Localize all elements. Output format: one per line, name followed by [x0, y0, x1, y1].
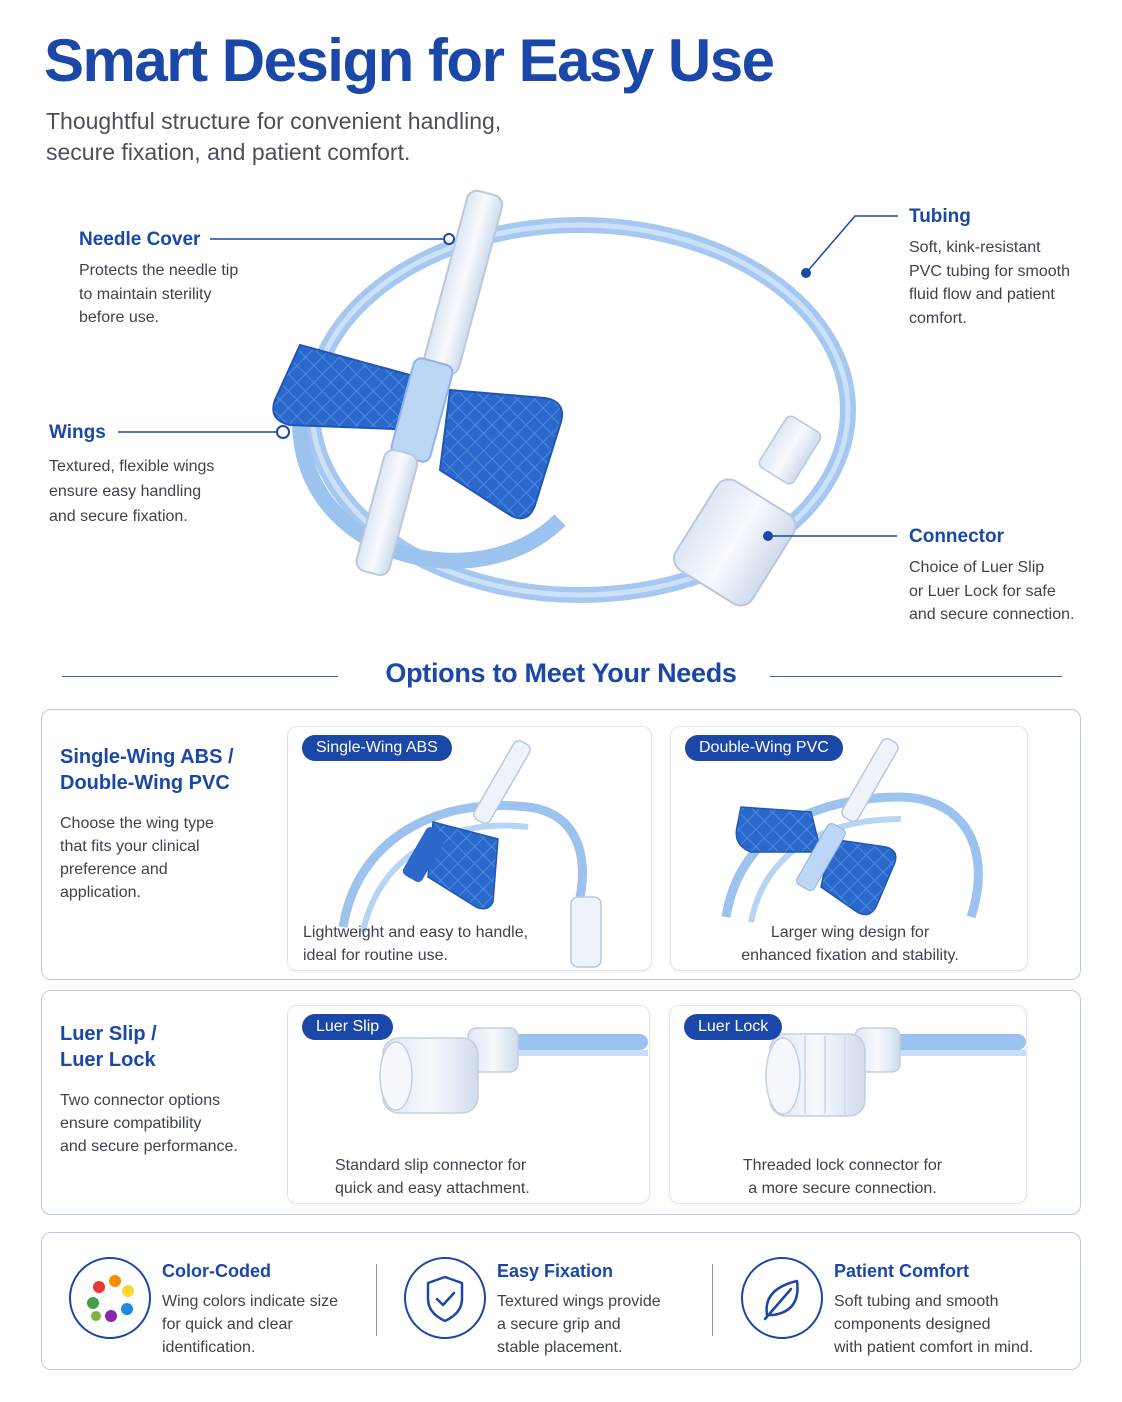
panel-desc-line: Two connector options: [60, 1092, 221, 1109]
caption-line: Threaded lock connector for: [742, 1157, 943, 1174]
feature-line: a secure grip and: [497, 1316, 621, 1333]
feature-line: with patient comfort in mind.: [834, 1339, 1034, 1356]
card-caption: [303, 921, 528, 967]
callout-line: and secure connection.: [909, 606, 1075, 623]
feature-title: Patient Comfort: [834, 1261, 969, 1281]
feature-line: for quick and clear: [162, 1316, 293, 1333]
feature-color-coded: [162, 1261, 362, 1359]
wing-options-panel: [41, 709, 1081, 980]
connector-options-panel: [41, 990, 1081, 1215]
callout-title: Connector: [909, 526, 1004, 547]
callout-line: Textured, flexible wings: [49, 458, 215, 475]
caption-line: quick and easy attachment.: [335, 1180, 530, 1197]
caption-line: ideal for routine use.: [303, 947, 448, 964]
callout-title: Tubing: [909, 206, 971, 227]
feature-patient-comfort: [834, 1261, 1064, 1359]
card-luer-slip: [287, 1005, 650, 1204]
callout-wings: [49, 422, 269, 529]
card-double-wing: [670, 726, 1028, 971]
card-caption: [671, 921, 1028, 967]
caption-line: enhanced fixation and stability.: [741, 947, 959, 964]
panel-desc-line: Choose the wing type: [60, 815, 214, 832]
feature-title: Color-Coded: [162, 1261, 271, 1281]
feature-line: Wing colors indicate size: [162, 1293, 339, 1310]
feature-line: stable placement.: [497, 1339, 623, 1356]
callout-line: Soft, kink-resistant: [909, 239, 1041, 256]
connector-panel-text: [60, 1021, 290, 1158]
callout-connector: [909, 526, 1109, 627]
subtitle-line: secure fixation, and patient comfort.: [46, 139, 411, 165]
callout-line: comfort.: [909, 309, 967, 327]
card-caption: [670, 1154, 1015, 1200]
callout-tubing: [909, 206, 1109, 330]
badge-luer-lock: Luer Lock: [684, 1014, 782, 1040]
feature-line: Textured wings provide: [497, 1293, 661, 1310]
feature-easy-fixation: [497, 1261, 697, 1359]
callout-line: Choice of Luer Slip: [909, 559, 1045, 576]
callout-line: or Luer Lock for safe: [909, 582, 1056, 600]
callout-line: Protects the needle tip: [79, 262, 239, 279]
callout-title: Needle Cover: [79, 229, 201, 250]
feature-divider: [712, 1264, 713, 1336]
page-subtitle: [46, 106, 606, 168]
caption-line: Larger wing design for: [770, 924, 930, 941]
color-dots-icon: [69, 1257, 151, 1339]
feature-divider: [376, 1264, 377, 1336]
feature-line: components designed: [834, 1316, 991, 1333]
card-caption: [335, 1154, 530, 1200]
panel-desc-line: ensure compatibility: [60, 1115, 202, 1132]
callout-line: and secure fixation.: [49, 508, 188, 525]
leaf-icon: [741, 1257, 823, 1339]
panel-desc-line: and secure performance.: [60, 1138, 238, 1155]
panel-desc-line: preference and: [60, 861, 168, 878]
badge-luer-slip: Luer Slip: [302, 1014, 393, 1040]
options-heading: Options to Meet Your Needs: [385, 658, 737, 688]
callout-line: PVC tubing for smooth: [909, 262, 1070, 280]
caption-line: Standard slip connector for: [335, 1157, 527, 1174]
panel-title: Single-Wing ABS /: [60, 746, 234, 768]
panel-desc-line: application.: [60, 884, 141, 901]
card-single-wing: [287, 726, 652, 971]
panel-title: Luer Lock: [60, 1049, 156, 1071]
heading-rule-right: [770, 676, 1062, 677]
feature-line: Soft tubing and smooth: [834, 1293, 999, 1310]
caption-line: Lightweight and easy to handle,: [303, 924, 529, 941]
feature-line: identification.: [162, 1339, 256, 1356]
callout-line: to maintain sterility: [79, 285, 212, 303]
callout-line: fluid flow and patient: [909, 286, 1055, 303]
callout-needle-cover: [79, 229, 299, 330]
subtitle-line: Thoughtful structure for convenient handling,: [46, 108, 502, 134]
callout-line: ensure easy handling: [49, 483, 202, 500]
caption-line: a more secure connection.: [748, 1180, 937, 1197]
shield-check-icon: [404, 1257, 486, 1339]
callout-line: before use.: [79, 309, 160, 326]
card-luer-lock: [669, 1005, 1027, 1204]
wing-panel-text: [60, 744, 290, 904]
badge-single-wing: Single-Wing ABS: [302, 735, 452, 761]
feature-title: Easy Fixation: [497, 1261, 614, 1281]
panel-desc-line: that fits your clinical: [60, 838, 200, 855]
badge-double-wing: Double-Wing PVC: [685, 735, 843, 761]
panel-title: Double-Wing PVC: [60, 772, 230, 794]
callout-title: Wings: [49, 422, 106, 443]
panel-title: Luer Slip /: [60, 1023, 157, 1045]
page-title: Smart Design for Easy Use: [44, 27, 774, 94]
